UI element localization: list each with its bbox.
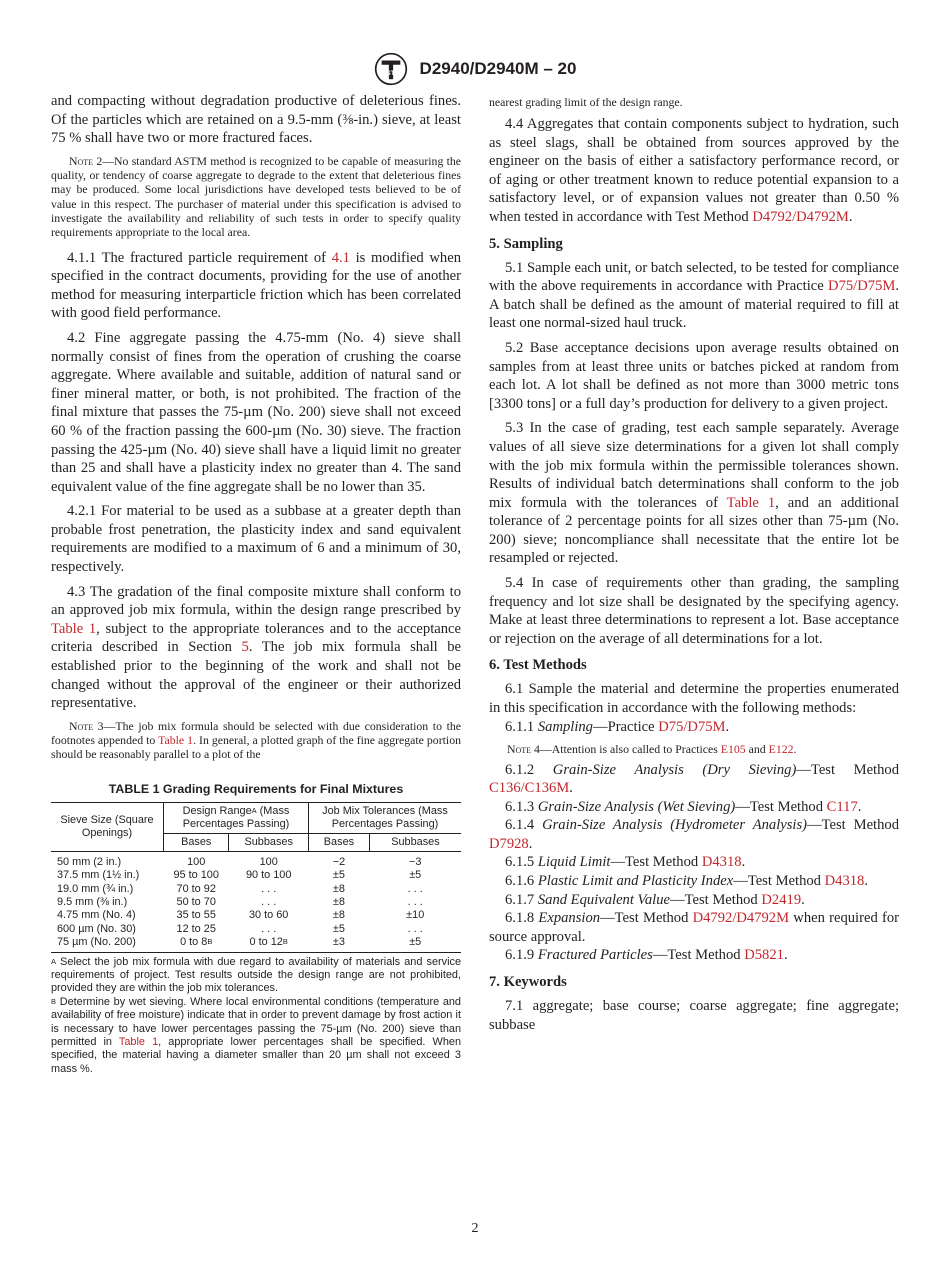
table-row: 37.5 mm (1½ in.) 95 to 100 90 to 100 ±5 ±5 — [57, 869, 422, 882]
grading-requirements-table — [51, 802, 461, 953]
link-d4318-6-1-6[interactable]: D4318 — [824, 873, 865, 890]
header-job-bases: Bases — [308, 833, 369, 851]
paragraph-7-1: 7.1 aggregate; base course; coarse aggregate; fine aggregate; subbase — [489, 998, 899, 1033]
paragraph-4-2: 4.2 Fine aggregate passing the 4.75-mm (No. 4) sieve shall normally consist of fines from the operation of crushing the coarse aggregate. Where available and suitable, addition of natural sand or finer mineral matter, or both, is not prohibited. The fraction of the final mixture that passes the 75-µm (No. 200) sieve shall not exceed 60 % of the fraction passing the 600-µm (No. 30) sieve. The fraction passing the 425-µm (No. 40) sieve shall have a liquid limit no greater than 25 and shall have a plasticity index no greater than 4. The sand equivalent value of the fine aggregate shall be no lower than 35. — [51, 329, 461, 495]
table-row: 19.0 mm (¾ in.) 70 to 92 . . . ±8 . . . — [57, 882, 423, 895]
link-e105[interactable]: E105 — [720, 742, 746, 757]
table-1-title: TABLE 1 Grading Requirements for Final Mixtures — [108, 781, 404, 796]
link-table-1-footnote[interactable]: Table 1 — [118, 1035, 159, 1048]
document-designation: D2940/D2940M – 20 — [419, 59, 577, 78]
page-number: 2 — [471, 1221, 479, 1236]
link-d2419[interactable]: D2419 — [761, 891, 802, 908]
astm-logo-icon — [374, 52, 408, 86]
item-6-1-1: 6.1.1 Sampling—Practice D75/D75M. — [505, 718, 730, 735]
footnote-b: $^B$ Determine by wet sieving. Where local environmental conditions (temperature and availability of free moisture) indicate that in order to prevent damage by frost action it is necessary to have lower percentages passing the 75-µm (No. 200) sieve than permitted in Table 1, appropriate lower percentages shall be specified. When specified, the material having a diameter smaller than 20 µm shall not exceed 3 mass %. — [51, 995, 462, 1075]
paragraph-5-2: 5.2 Base acceptance decisions upon average results obtained on samples from at least three units or batches picked at random from each lot. A lot shall be defined as not more than 3000 metric tons [3300 tons] or a full day’s production for delivery to a given project. — [489, 339, 899, 412]
link-d75-6-1-1[interactable]: D75/D75M — [658, 718, 726, 735]
link-c136[interactable]: C136/C136M — [489, 780, 570, 797]
table-row: 9.5 mm (⅜ in.) 50 to 70 . . . ±8 . . . — [57, 895, 423, 908]
item-6-1-3: 6.1.3 Grain-Size Analysis (Wet Sieving)—Test Method C117. — [505, 798, 862, 815]
note-2: Note 2—No standard ASTM method is recognized to be capable of measuring the quality, or tendency of coarse aggregate to degrade to the extent that deleterious fines may be produced. Some local jurisdictions have developed tests believed to be of value in this respect. The purchaser of material under this specification is advised to investigate the availability and reliability of such tests in order to specify quality requirements appropriate to the local area. — [51, 153, 462, 240]
paragraph-6-1: 6.1 Sample the material and determine the properties enumerated in this specification in accordance with the following methods: — [489, 681, 899, 717]
table-row: 75 µm (No. 200) 0 to $8^B$ 0 to $12^B$ ±3 ±5 — [51, 936, 461, 952]
paragraph-4-1-continued: and compacting without degradation productive of deleterious fines. Of the particles which are retained on a 9.5-mm (⅜-in.) sieve, at least 75 % shall have two or more fractured faces. — [51, 93, 461, 147]
svg-text:ASTM: ASTM — [380, 69, 401, 77]
note-4: Note 4—Attention is also called to Practices E105 and E122. — [507, 742, 797, 757]
link-table-1-5-3[interactable]: Table 1 — [726, 494, 776, 511]
left-column — [51, 92, 461, 1076]
link-d75[interactable]: D75/D75M — [828, 278, 896, 295]
item-6-1-6: 6.1.6 Plastic Limit and Plasticity Index—Test Method D4318. — [505, 873, 869, 890]
right-column — [489, 95, 899, 1040]
page-header — [0, 52, 950, 86]
link-d4792-6-1-8[interactable]: D4792/D4792M — [692, 910, 790, 927]
link-table-1[interactable]: Table 1 — [51, 620, 97, 637]
note-3-continued: nearest grading limit of the design range. — [489, 95, 683, 109]
item-6-1-8: 6.1.8 Expansion—Test Method D4792/D4792M when required for source approval. — [489, 910, 899, 945]
table-row: 50 mm (2 in.) 100 100 −2 −3 — [57, 855, 422, 868]
link-table-1-note3[interactable]: Table 1 — [158, 733, 194, 748]
link-d5821[interactable]: D5821 — [744, 947, 784, 964]
header-design-bases: Bases — [164, 833, 229, 851]
heading-sampling: 5. Sampling — [489, 235, 563, 252]
item-6-1-9: 6.1.9 Fractured Particles—Test Method D5821. — [505, 947, 788, 964]
paragraph-4-1-1: 4.1.1 The fractured particle requirement of 4.1 is modified when specified in the contract documents, providing for the use of another method for measuring interparticle friction which has been correlated with good field performance. — [51, 249, 461, 322]
header-sieve-size: Sieve Size (Square Openings) — [51, 802, 164, 851]
link-section-5[interactable]: 5 — [241, 639, 249, 656]
paragraph-5-1: 5.1 Sample each unit, or batch selected, to be tested for compliance with the above requirements in accordance with Practice D75/D75M. A batch shall be defined as the amount of material required to fill at least one normal-sized haul truck. — [489, 259, 899, 332]
paragraph-5-4: 5.4 In case of requirements other than grading, the sampling frequency and lot size shall be designated by the specifying agency. Make at least three determinations to represent a lot. Base acceptance or rejection on the average of all determinations for a lot. — [489, 575, 899, 647]
header-job-mix-tolerances: Job Mix Tolerances (Mass Percentages Passing) — [308, 802, 461, 833]
table-row: 4.75 mm (No. 4) 35 to 55 30 to 60 ±8 ±10 — [57, 909, 425, 922]
footnote-a: $^A$ Select the job mix formula with due regard to availability of materials and service requirements of project. Test results outside the design range are not prohibited, provided they are within the job mix tolerances. — [51, 955, 461, 995]
heading-keywords: 7. Keywords — [489, 974, 567, 991]
item-6-1-2: 6.1.2 Grain-Size Analysis (Dry Sieving)—Test Method C136/C136M. — [489, 761, 900, 797]
header-job-subbases: Subbases — [369, 833, 461, 851]
item-6-1-7: 6.1.7 Sand Equivalent Value—Test Method D2419. — [505, 891, 805, 908]
paragraph-4-4: 4.4 Aggregates that contain components subject to hydration, such as steel slags, shall be obtained from sources approved by the engineer on the basis of either a satisfactory performance record, or of aging or other treatment known to reduce potential expansion to a satisfactory level, or of expansion values not greater than 0.50 % when tested in accordance with Test Method D4792/D4792M. — [489, 116, 899, 225]
item-6-1-4: 6.1.4 Grain-Size Analysis (Hydrometer Analysis)—Test Method D7928. — [489, 817, 900, 852]
item-6-1-5: 6.1.5 Liquid Limit—Test Method D4318. — [505, 854, 746, 871]
link-c117[interactable]: C117 — [826, 798, 858, 815]
paragraph-4-2-1: 4.2.1 For material to be used as a subbase at a greater depth than probable frost penetration, the plasticity index and sand equivalent requirements are modified to a maximum of 6 and a minimum of 30, respectively. — [51, 503, 461, 576]
table-footnotes — [51, 956, 461, 1077]
paragraph-5-3: 5.3 In the case of grading, test each sample separately. Average values of all sieve size determinations for a given lot shall comply with the job mix formula within the permissible tolerances shown. Results of individual batch determinations shall conform to the job mix formula with the tolerances of Table 1, and an additional tolerance of 2 percentage points for all sizes other than 75-µm (No. 200) sieve; noncompliance shall necessitate that the entire lot be resampled or rejected. — [489, 420, 899, 567]
header-design-subbases: Subbases — [229, 833, 309, 851]
link-section-4-1[interactable]: 4.1 — [331, 249, 350, 266]
link-e122[interactable]: E122 — [768, 742, 794, 757]
table-row: 600 µm (No. 30) 12 to 25 . . . ±5 . . . — [57, 922, 423, 935]
link-d7928[interactable]: D7928 — [489, 835, 529, 852]
link-d4318[interactable]: D4318 — [701, 854, 742, 871]
link-d4792[interactable]: D4792/D4792M — [752, 208, 849, 225]
heading-test-methods: 6. Test Methods — [489, 657, 587, 674]
note-3: Note 3—The job mix formula should be selected with due consideration to the footnotes appended to Table 1. In general, a plotted graph of the fine aggregate portion should be reasonably parallel to a plot of the — [51, 718, 461, 762]
header-design-range: Design Range$^A$ (Mass Percentages Passing) — [164, 802, 309, 833]
paragraph-4-3: 4.3 The gradation of the final composite mixture shall conform to an approved job mix formula, within the design range prescribed by Table 1, subject to the appropriate tolerances and to the acceptance criteria described in Section 5. The job mix formula shall be established prior to the beginning of the work and shall not be changed without the approval of the engineer or their authorized representative. — [51, 583, 461, 712]
